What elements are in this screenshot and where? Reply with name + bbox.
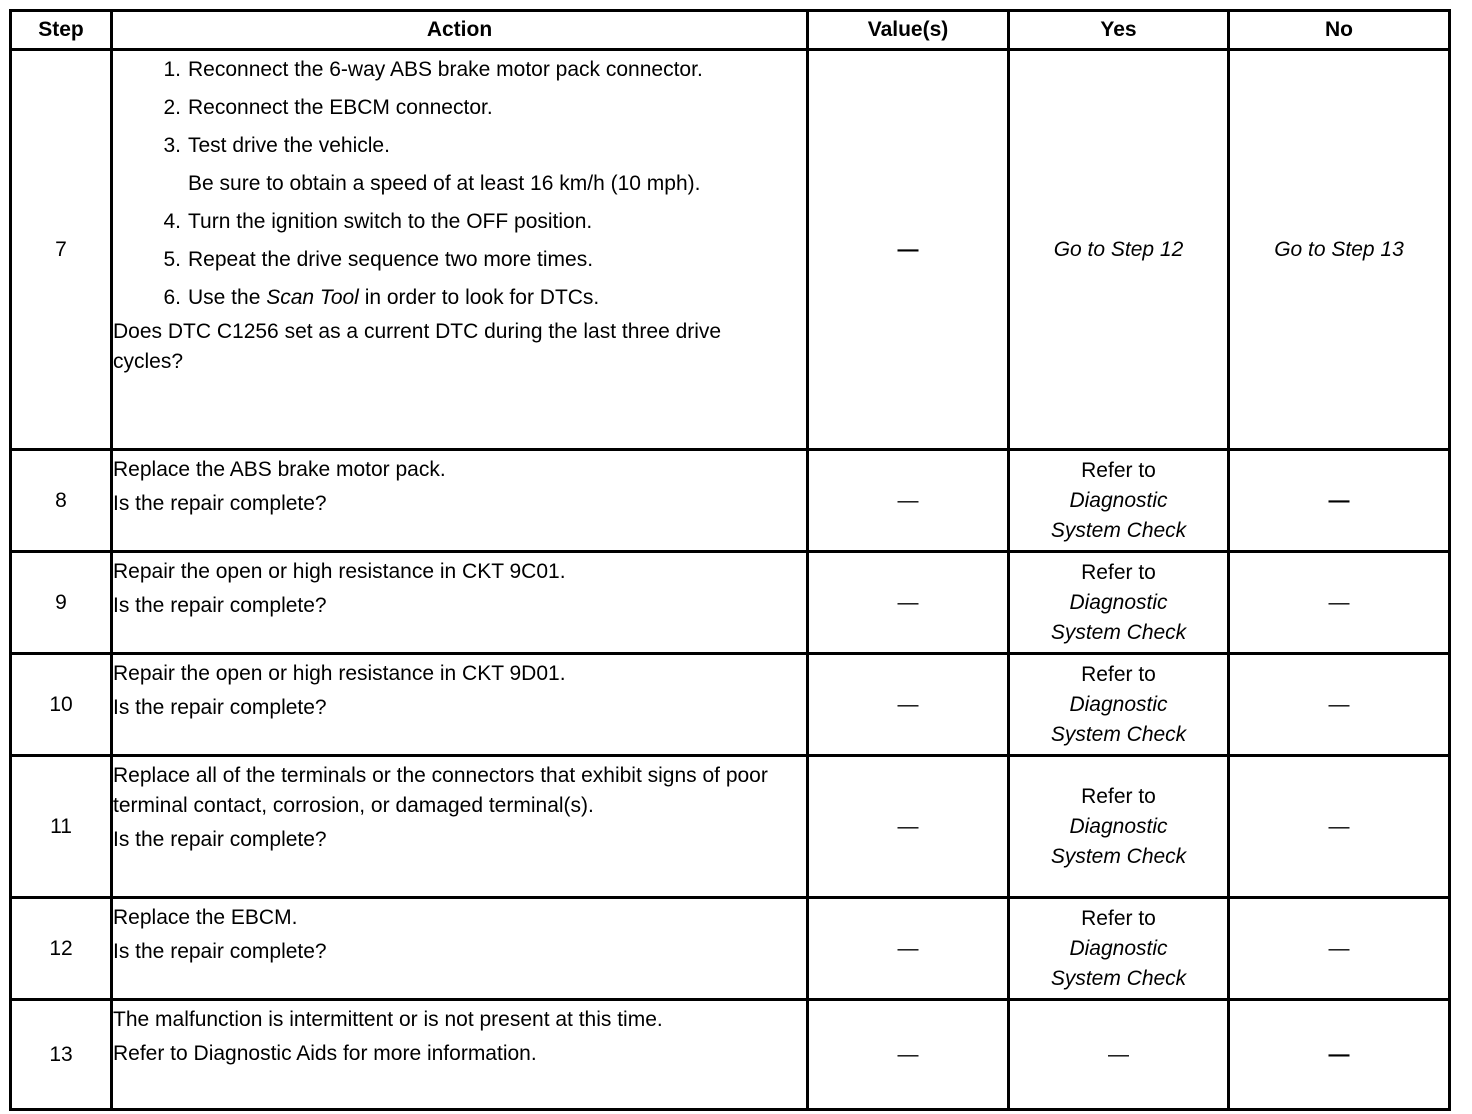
list-item: 3. Test drive the vehicle. bbox=[163, 134, 390, 157]
list-item: 4. Turn the ignition switch to the OFF position. bbox=[163, 210, 593, 233]
action-cell bbox=[112, 552, 808, 654]
header-yes: Yes bbox=[1009, 11, 1229, 50]
action-cell bbox=[112, 450, 808, 552]
table-row bbox=[11, 50, 1450, 450]
yes-cell: Refer to Diagnostic System Check bbox=[1009, 450, 1229, 552]
action-text: The malfunction is intermittent or is not present at this time. bbox=[113, 1008, 663, 1031]
step-number: 13 bbox=[11, 1000, 112, 1110]
no-cell: Go to Step 13 bbox=[1229, 50, 1450, 450]
value-cell: — bbox=[808, 50, 1009, 450]
header-action: Action bbox=[112, 11, 808, 50]
diagnostic-table bbox=[9, 9, 1451, 1111]
action-question: Does DTC C1256 set as a current DTC during the last three drive cycles? bbox=[113, 320, 722, 373]
action-cell bbox=[112, 50, 808, 450]
list-item: 5. Repeat the drive sequence two more times. bbox=[163, 248, 594, 271]
action-question: Is the repair complete? bbox=[113, 940, 327, 963]
header-step: Step bbox=[11, 11, 112, 50]
yes-cell: Refer to Diagnostic System Check bbox=[1009, 898, 1229, 1000]
action-question: Refer to Diagnostic Aids for more information. bbox=[113, 1042, 537, 1065]
step-number: 8 bbox=[11, 450, 112, 552]
action-list bbox=[113, 51, 806, 161]
table-row bbox=[11, 756, 1450, 898]
action-list-continued bbox=[113, 207, 806, 313]
table-row bbox=[11, 552, 1450, 654]
step-number: 10 bbox=[11, 654, 112, 756]
step-number: 11 bbox=[11, 756, 112, 898]
step-number: 7 bbox=[11, 50, 112, 450]
header-no: No bbox=[1229, 11, 1450, 50]
yes-cell: Refer to Diagnostic System Check bbox=[1009, 552, 1229, 654]
no-cell: — bbox=[1229, 450, 1450, 552]
no-cell: — bbox=[1229, 756, 1450, 898]
list-item: 2. Reconnect the EBCM connector. bbox=[163, 96, 493, 119]
action-question: Is the repair complete? bbox=[113, 828, 327, 851]
step-number: 9 bbox=[11, 552, 112, 654]
no-cell: — bbox=[1229, 654, 1450, 756]
yes-cell: Refer to Diagnostic System Check bbox=[1009, 654, 1229, 756]
header-values: Value(s) bbox=[808, 11, 1009, 50]
table-row bbox=[11, 1000, 1450, 1110]
value-cell: — bbox=[808, 654, 1009, 756]
action-text: Replace the ABS brake motor pack. bbox=[113, 458, 446, 481]
table-row bbox=[11, 450, 1450, 552]
list-item: 1. Reconnect the 6-way ABS brake motor pack connector. bbox=[163, 58, 703, 81]
table-row bbox=[11, 654, 1450, 756]
value-cell: — bbox=[808, 552, 1009, 654]
table-row bbox=[11, 898, 1450, 1000]
no-cell: — bbox=[1229, 552, 1450, 654]
action-text: Replace all of the terminals or the connectors that exhibit signs of poor terminal contact, corrosion, or damaged terminal(s). bbox=[113, 764, 768, 817]
no-cell: — bbox=[1229, 1000, 1450, 1110]
value-cell: — bbox=[808, 450, 1009, 552]
action-text: Repair the open or high resistance in CKT 9C01. bbox=[113, 560, 566, 583]
value-cell: — bbox=[808, 898, 1009, 1000]
yes-cell: — bbox=[1009, 1000, 1229, 1110]
action-cell bbox=[112, 898, 808, 1000]
list-item: 6. Use the Scan Tool in order to look for DTCs. bbox=[163, 286, 600, 309]
yes-cell: Refer to Diagnostic System Check bbox=[1009, 756, 1229, 898]
action-text: Replace the EBCM. bbox=[113, 906, 298, 929]
header-row bbox=[11, 11, 1450, 50]
action-cell bbox=[112, 1000, 808, 1110]
action-question: Is the repair complete? bbox=[113, 594, 327, 617]
step-number: 12 bbox=[11, 898, 112, 1000]
yes-cell: Go to Step 12 bbox=[1009, 50, 1229, 450]
action-cell bbox=[112, 654, 808, 756]
value-cell: — bbox=[808, 1000, 1009, 1110]
no-cell: — bbox=[1229, 898, 1450, 1000]
action-text: Repair the open or high resistance in CKT 9D01. bbox=[113, 662, 566, 685]
action-cell bbox=[112, 756, 808, 898]
action-question: Is the repair complete? bbox=[113, 696, 327, 719]
action-question: Is the repair complete? bbox=[113, 492, 327, 515]
speed-note: Be sure to obtain a speed of at least 16 km/h (10 mph). bbox=[188, 172, 701, 195]
value-cell: — bbox=[808, 756, 1009, 898]
